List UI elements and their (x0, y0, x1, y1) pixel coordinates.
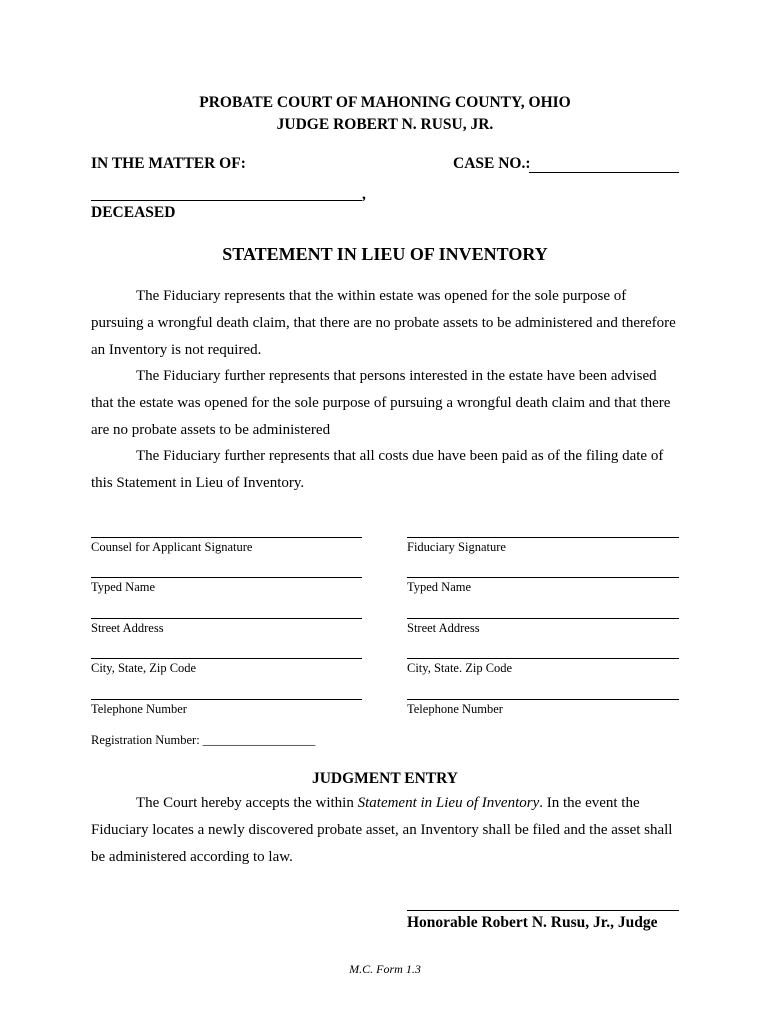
fiduciary-signature-label: Fiduciary Signature (407, 540, 506, 554)
counsel-typed-name-line[interactable] (91, 577, 362, 578)
fiduciary-typed-name-line[interactable] (407, 577, 679, 578)
judgment-entry-title: JUDGMENT ENTRY (311, 770, 458, 787)
fiduciary-street-line[interactable] (407, 618, 679, 619)
counsel-street-line[interactable] (91, 618, 362, 619)
decedent-comma: , (362, 186, 366, 203)
paragraph-2-line-1: The Fiduciary further represents that persons interested in the estate have been advised (136, 368, 657, 384)
judgment-line-3: be administered according to law. (91, 849, 293, 865)
judgment-line-2: Fiduciary locates a newly discovered probate asset, an Inventory shall be filed and the asset shall (91, 822, 673, 838)
paragraph-1-line-3: an Inventory is not required. (91, 342, 262, 358)
judge-name: JUDGE ROBERT N. RUSU, JR. (276, 116, 494, 133)
paragraph-1-line-2: pursuing a wrongful death claim, that there are no probate assets to be administered and therefore (91, 315, 676, 331)
counsel-typed-name-label: Typed Name (91, 580, 156, 594)
court-name: PROBATE COURT OF MAHONING COUNTY, OHIO (199, 94, 571, 111)
fiduciary-signature-line[interactable] (407, 537, 679, 538)
counsel-telephone-line[interactable] (91, 699, 362, 700)
document-title: STATEMENT IN LIEU OF INVENTORY (222, 244, 548, 264)
counsel-city-line[interactable] (91, 658, 362, 659)
judge-signature-label: Honorable Robert N. Rusu, Jr., Judge (407, 914, 658, 931)
fiduciary-telephone-line[interactable] (407, 699, 679, 700)
judgment-line-1 (136, 790, 640, 817)
case-no-field[interactable] (529, 159, 679, 173)
fiduciary-street-label: Street Address (407, 621, 480, 635)
fiduciary-telephone-label: Telephone Number (407, 702, 503, 716)
case-no-label: CASE NO.: (453, 155, 531, 172)
paragraph-3-line-1: The Fiduciary further represents that all costs due have been paid as of the filing date of (136, 448, 664, 464)
paragraph-2-line-2: that the estate was opened for the sole purpose of pursuing a wrongful death claim and that there (91, 395, 671, 411)
counsel-telephone-label: Telephone Number (91, 702, 187, 716)
counsel-city-label: City, State, Zip Code (91, 661, 197, 675)
form-number: M.C. Form 1.3 (349, 962, 421, 976)
counsel-signature-label: Counsel for Applicant Signature (91, 540, 253, 554)
judge-signature-line[interactable] (407, 910, 679, 911)
counsel-signature-line[interactable] (91, 537, 362, 538)
decedent-name-field[interactable] (91, 187, 362, 201)
judgment-line-1-post: . In the event the (539, 795, 640, 811)
fiduciary-city-line[interactable] (407, 658, 679, 659)
registration-number[interactable]: Registration Number: __________________ (91, 733, 316, 747)
deceased-label: DECEASED (91, 204, 176, 221)
paragraph-1-line-1: The Fiduciary represents that the within estate was opened for the sole purpose of (136, 288, 627, 304)
matter-label: IN THE MATTER OF: (91, 155, 246, 172)
judgment-line-1-italic: Statement in Lieu of Inventory (357, 795, 540, 811)
fiduciary-typed-name-label: Typed Name (407, 580, 472, 594)
paragraph-3-line-2: this Statement in Lieu of Inventory. (91, 475, 305, 491)
paragraph-2-line-3: are no probate assets to be administered (91, 422, 331, 438)
judgment-line-1-pre: The Court hereby accepts the within (136, 795, 358, 811)
fiduciary-city-label: City, State. Zip Code (407, 661, 513, 675)
counsel-street-label: Street Address (91, 621, 164, 635)
